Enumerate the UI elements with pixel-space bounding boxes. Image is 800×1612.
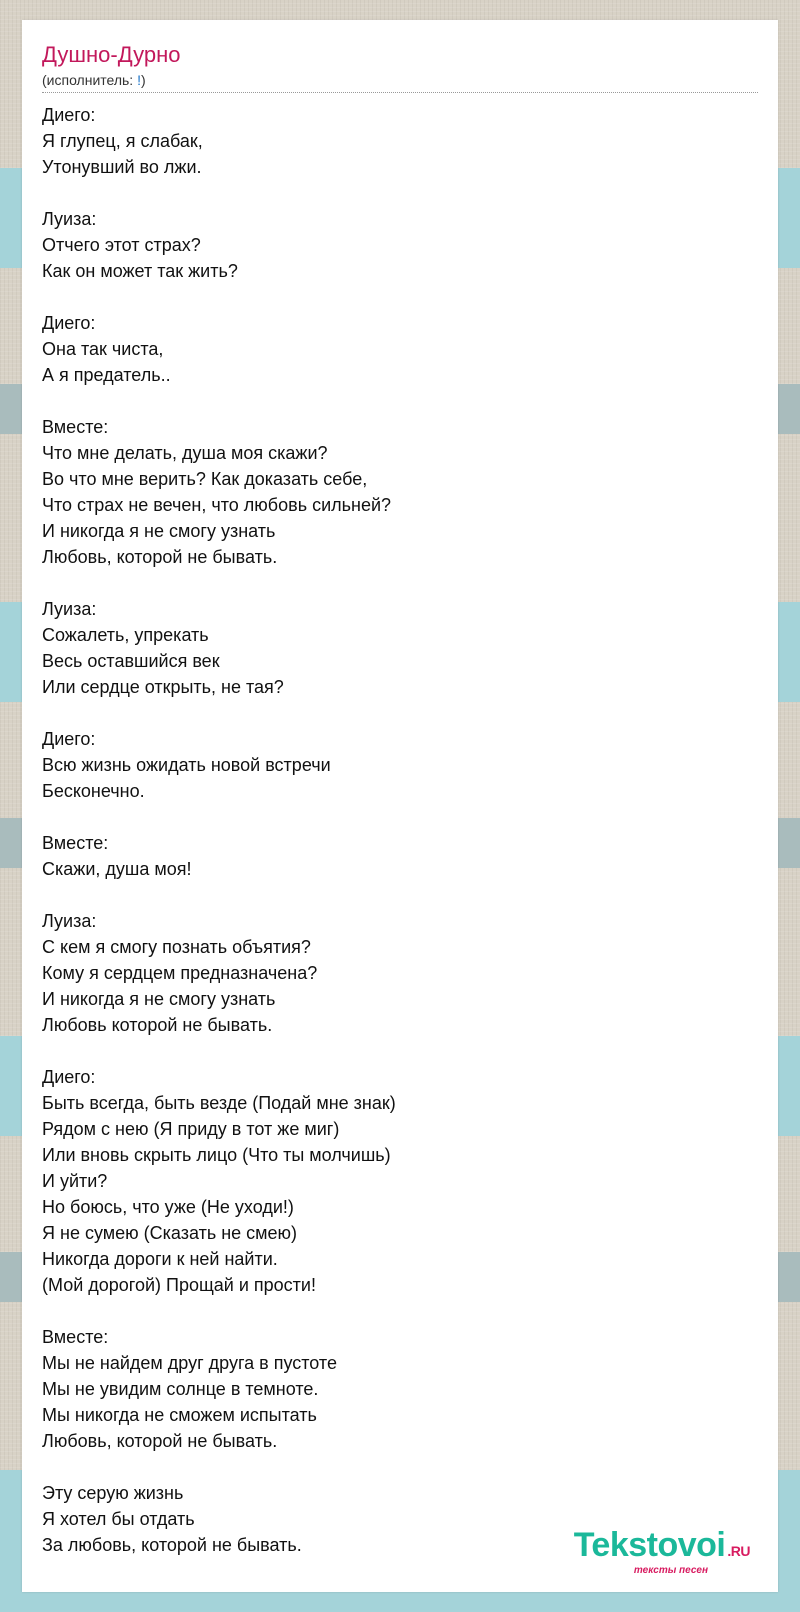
lyric-line: Бесконечно.	[42, 781, 145, 801]
song-title: Душно-Дурно	[42, 42, 181, 67]
lyric-line: Любовь, которой не бывать.	[42, 547, 278, 567]
lyric-line: Любовь которой не бывать.	[42, 1015, 273, 1035]
lyric-line: Кому я сердцем предназначена?	[42, 963, 318, 983]
lyric-line: Я хотел бы отдать	[42, 1509, 195, 1529]
lyric-line: Быть всегда, быть везде (Подай мне знак)	[42, 1093, 396, 1113]
lyric-line: (Мой дорогой) Прощай и прости!	[42, 1275, 316, 1295]
lyric-line	[42, 1038, 758, 1064]
title-divider	[42, 92, 758, 93]
lyric-line	[42, 882, 758, 908]
lyric-line: И уйти?	[42, 1171, 108, 1191]
performer-prefix: (исполнитель:	[42, 72, 138, 88]
lyric-line: Я глупец, я слабак,	[42, 131, 203, 151]
lyric-line: И никогда я не смогу узнать	[42, 989, 276, 1009]
lyric-line	[42, 284, 758, 310]
lyric-line: С кем я смогу познать объятия?	[42, 937, 311, 957]
lyric-line: Я не сумею (Сказать не смею)	[42, 1223, 298, 1243]
lyrics-card	[22, 20, 778, 1592]
lyric-line: Вместе:	[42, 417, 109, 437]
lyric-line: За любовь, которой не бывать.	[42, 1535, 302, 1555]
lyric-line: Во что мне верить? Как доказать себе,	[42, 469, 368, 489]
site-logo[interactable]	[574, 1527, 750, 1576]
lyric-line: Мы никогда не сможем испытать	[42, 1405, 317, 1425]
lyric-line: Диего:	[42, 313, 96, 333]
lyric-line: Диего:	[42, 729, 96, 749]
lyrics-text	[42, 102, 758, 1558]
lyric-line: Или сердце открыть, не тая?	[42, 677, 284, 697]
performer-line	[42, 72, 146, 88]
lyric-line	[42, 1454, 758, 1480]
lyric-line: Никогда дороги к ней найти.	[42, 1249, 278, 1269]
lyric-line: Диего:	[42, 105, 96, 125]
lyric-line: Она так чиста,	[42, 339, 164, 359]
lyric-line: Весь оставшийся век	[42, 651, 220, 671]
lyric-line: Луиза:	[42, 911, 97, 931]
lyric-line: Всю жизнь ожидать новой встречи	[42, 755, 331, 775]
lyric-line: Но боюсь, что уже (Не уходи!)	[42, 1197, 294, 1217]
lyric-line: Отчего этот страх?	[42, 235, 201, 255]
lyric-line: Диего:	[42, 1067, 96, 1087]
lyric-line: Луиза:	[42, 209, 97, 229]
lyric-line: Что страх не вечен, что любовь сильней?	[42, 495, 392, 515]
lyric-line: Мы не найдем друг друга в пустоте	[42, 1353, 337, 1373]
lyric-line	[42, 570, 758, 596]
performer-link[interactable]: !	[137, 72, 141, 88]
lyric-line: Вместе:	[42, 833, 109, 853]
logo-tld: .RU	[727, 1543, 750, 1559]
lyric-line	[42, 388, 758, 414]
lyric-line	[42, 1298, 758, 1324]
lyric-line: Мы не увидим солнце в темноте.	[42, 1379, 319, 1399]
lyric-line: Или вновь скрыть лицо (Что ты молчишь)	[42, 1145, 391, 1165]
lyric-line	[42, 700, 758, 726]
lyric-line: Что мне делать, душа моя скажи?	[42, 443, 328, 463]
lyric-line: Утонувший во лжи.	[42, 157, 202, 177]
lyric-line: И никогда я не смогу узнать	[42, 521, 276, 541]
lyric-line	[42, 804, 758, 830]
lyric-line	[42, 180, 758, 206]
lyric-line: Вместе:	[42, 1327, 109, 1347]
lyric-line: Любовь, которой не бывать.	[42, 1431, 278, 1451]
logo-name: Tekstovoi	[573, 1526, 726, 1564]
lyric-line: Сожалеть, упрекать	[42, 625, 209, 645]
lyric-line: Луиза:	[42, 599, 97, 619]
lyric-line: Эту серую жизнь	[42, 1483, 184, 1503]
logo-tagline: тексты песен	[633, 1565, 708, 1576]
lyric-line: А я предатель..	[42, 365, 171, 385]
performer-suffix: )	[140, 72, 146, 88]
lyric-line: Как он может так жить?	[42, 261, 238, 281]
lyric-line: Скажи, душа моя!	[42, 859, 192, 879]
lyric-line: Рядом с нею (Я приду в тот же миг)	[42, 1119, 340, 1139]
